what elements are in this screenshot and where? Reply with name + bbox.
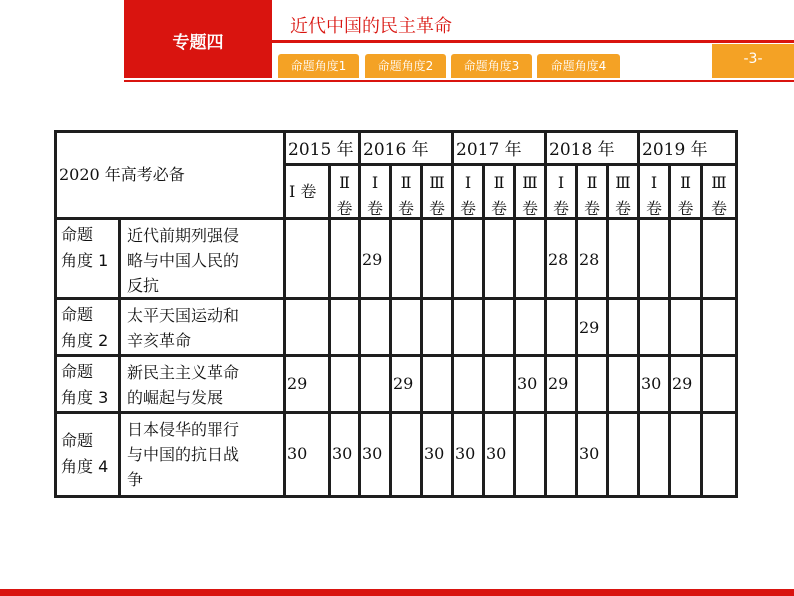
volume-2016-3: Ⅲ 卷 <box>423 166 451 217</box>
value-cell: 28 <box>578 220 606 297</box>
value-cell <box>671 414 700 495</box>
volume-2019-2: Ⅱ 卷 <box>671 166 700 217</box>
value-cell <box>671 300 700 354</box>
row-2-topic: 太平天国运动和 辛亥革命 <box>121 300 283 354</box>
title-divider <box>272 40 794 43</box>
value-cell <box>516 220 544 297</box>
volume-2019-1: Ⅰ 卷 <box>640 166 668 217</box>
row-1-topic: 近代前期列强侵 略与中国人民的 反抗 <box>121 220 283 297</box>
volume-2017-3: Ⅲ 卷 <box>516 166 544 217</box>
value-cell <box>423 300 451 354</box>
value-cell: 30 <box>640 357 668 411</box>
value-cell <box>609 414 637 495</box>
value-cell <box>640 220 668 297</box>
tab-angle-3[interactable]: 命题角度3 <box>451 54 532 78</box>
header-divider <box>124 80 794 82</box>
page-title: 近代中国的民主革命 <box>290 16 452 37</box>
value-cell <box>331 357 358 411</box>
year-2016: 2016 年 <box>361 133 451 163</box>
value-cell: 30 <box>286 414 328 495</box>
value-cell <box>454 300 482 354</box>
value-cell: 30 <box>485 414 513 495</box>
value-cell <box>516 300 544 354</box>
value-cell <box>331 220 358 297</box>
value-cell: 29 <box>578 300 606 354</box>
value-cell <box>703 300 735 354</box>
row-3-topic: 新民主主义革命 的崛起与发展 <box>121 357 283 411</box>
value-cell <box>361 300 389 354</box>
value-cell <box>609 357 637 411</box>
value-cell: 29 <box>361 220 389 297</box>
value-cell <box>331 300 358 354</box>
row-2-label: 命题 角度 2 <box>57 300 118 354</box>
value-cell <box>423 357 451 411</box>
corner-label: 2020 年高考必备 <box>57 133 283 217</box>
year-2017: 2017 年 <box>454 133 544 163</box>
tab-angle-1[interactable]: 命题角度1 <box>278 54 359 78</box>
value-cell <box>361 357 389 411</box>
value-cell <box>485 220 513 297</box>
value-cell <box>671 220 700 297</box>
value-cell: 29 <box>286 357 328 411</box>
volume-2019-3: Ⅲ 卷 <box>703 166 735 217</box>
year-2018: 2018 年 <box>547 133 637 163</box>
value-cell <box>454 220 482 297</box>
volume-2018-3: Ⅲ 卷 <box>609 166 637 217</box>
value-cell <box>454 357 482 411</box>
topic-box <box>124 0 272 78</box>
tab-angle-2[interactable]: 命题角度2 <box>365 54 446 78</box>
volume-2018-1: Ⅰ 卷 <box>547 166 575 217</box>
value-cell: 30 <box>516 357 544 411</box>
value-cell <box>640 300 668 354</box>
page-number-box <box>712 44 794 78</box>
value-cell: 29 <box>392 357 420 411</box>
topic-label: 专题四 <box>172 33 224 53</box>
value-cell <box>516 414 544 495</box>
row-4-topic: 日本侵华的罪行 与中国的抗日战 争 <box>121 414 283 495</box>
value-cell <box>640 414 668 495</box>
value-cell <box>485 300 513 354</box>
value-cell <box>392 220 420 297</box>
value-cell <box>547 414 575 495</box>
value-cell <box>703 357 735 411</box>
value-cell: 30 <box>578 414 606 495</box>
tab-angle-4[interactable]: 命题角度4 <box>537 54 620 78</box>
volume-2015-1: Ⅰ 卷 <box>286 166 328 217</box>
value-cell <box>578 357 606 411</box>
value-cell <box>392 300 420 354</box>
value-cell <box>547 300 575 354</box>
value-cell: 29 <box>547 357 575 411</box>
value-cell: 30 <box>331 414 358 495</box>
value-cell <box>485 357 513 411</box>
volume-2017-2: Ⅱ 卷 <box>485 166 513 217</box>
value-cell: 28 <box>547 220 575 297</box>
page-number: -3- <box>743 51 763 67</box>
value-cell: 30 <box>423 414 451 495</box>
row-1-label: 命题 角度 1 <box>57 220 118 297</box>
row-4-label: 命题 角度 4 <box>57 414 118 495</box>
year-2015: 2015 年 <box>286 133 358 163</box>
year-2019: 2019 年 <box>640 133 735 163</box>
volume-2016-1: Ⅰ 卷 <box>361 166 389 217</box>
volume-2017-1: Ⅰ 卷 <box>454 166 482 217</box>
value-cell <box>703 414 735 495</box>
value-cell <box>609 220 637 297</box>
volume-2016-2: Ⅱ 卷 <box>392 166 420 217</box>
value-cell: 30 <box>361 414 389 495</box>
value-cell <box>286 220 328 297</box>
row-3-label: 命题 角度 3 <box>57 357 118 411</box>
value-cell: 29 <box>671 357 700 411</box>
value-cell <box>392 414 420 495</box>
value-cell: 30 <box>454 414 482 495</box>
volume-2018-2: Ⅱ 卷 <box>578 166 606 217</box>
volume-2015-2: Ⅱ 卷 <box>331 166 358 217</box>
value-cell <box>609 300 637 354</box>
value-cell <box>286 300 328 354</box>
value-cell <box>703 220 735 297</box>
value-cell <box>423 220 451 297</box>
exam-table <box>54 130 738 498</box>
footer-bar <box>0 589 794 596</box>
